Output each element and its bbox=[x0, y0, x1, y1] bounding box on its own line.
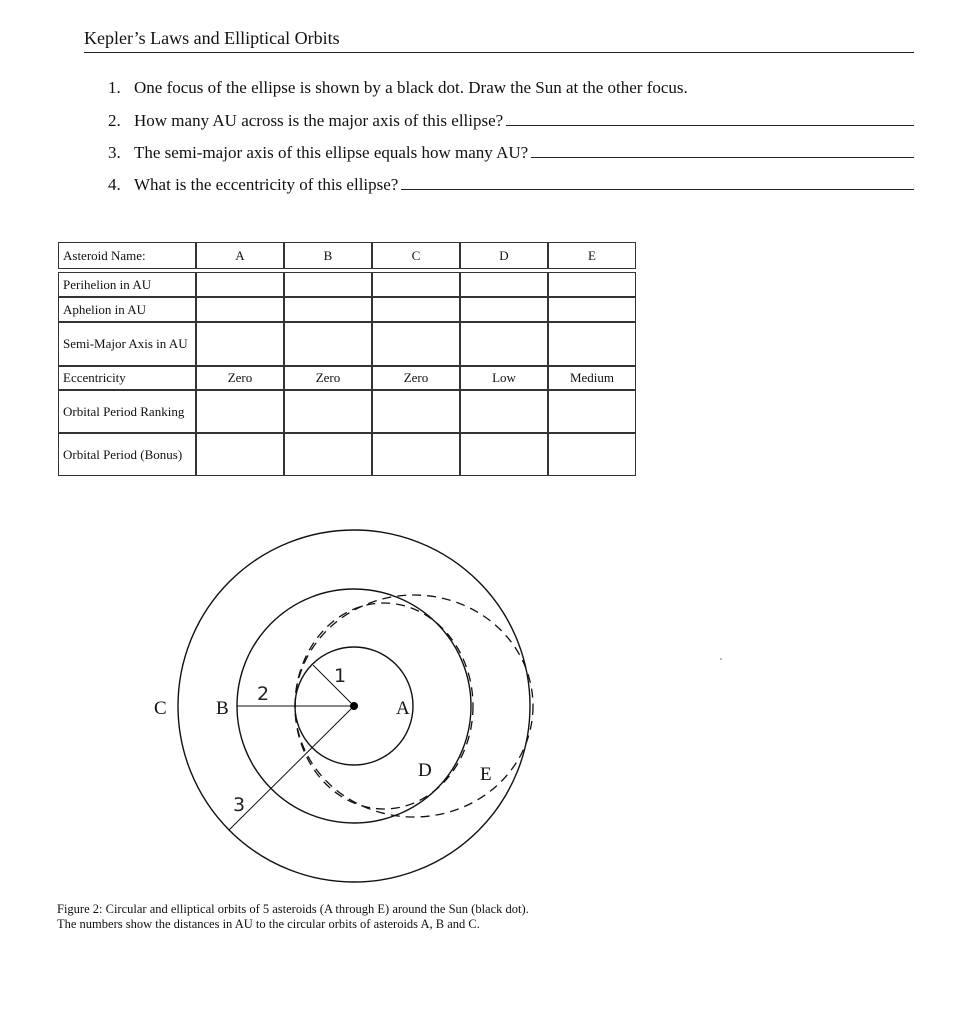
column-header-d: D bbox=[460, 242, 548, 269]
row-label-period-bonus: Orbital Period (Bonus) bbox=[58, 433, 196, 476]
row-label-period-ranking: Orbital Period Ranking bbox=[58, 390, 196, 433]
distance-label-1: 1 bbox=[334, 665, 347, 687]
question-1-text: One focus of the ellipse is shown by a black dot. Draw the Sun at the other focus. bbox=[134, 78, 688, 97]
question-3-text: The semi-major axis of this ellipse equals how many AU? bbox=[134, 143, 529, 162]
table-cell: Medium bbox=[548, 366, 636, 390]
figure-caption bbox=[57, 902, 529, 932]
row-label-semi-major-axis: Semi-Major Axis in AU bbox=[58, 322, 196, 366]
question-3-number: 3. bbox=[108, 143, 121, 162]
table-cell: Zero bbox=[372, 366, 460, 390]
caption-line-1: Figure 2: Circular and elliptical orbits of 5 asteroids (A through E) around the Sun (black dot). bbox=[57, 902, 529, 916]
label-b: B bbox=[216, 698, 229, 719]
label-e: E bbox=[480, 764, 492, 785]
distance-label-3: 3 bbox=[233, 794, 246, 816]
sun-dot bbox=[350, 702, 358, 710]
question-4-number: 4. bbox=[108, 175, 121, 194]
header-label-cell: Asteroid Name: bbox=[58, 242, 196, 269]
row-label-perihelion: Perihelion in AU bbox=[58, 272, 196, 297]
question-4-text: What is the eccentricity of this ellipse? bbox=[134, 175, 399, 194]
distance-label-2: 2 bbox=[257, 683, 270, 705]
label-a: A bbox=[396, 698, 410, 719]
table-cell: Zero bbox=[284, 366, 372, 390]
row-label-aphelion: Aphelion in AU bbox=[58, 297, 196, 322]
column-header-c: C bbox=[372, 242, 460, 269]
column-header-b: B bbox=[284, 242, 372, 269]
caption-line-2: The numbers show the distances in AU to the circular orbits of asteroids A, B and C. bbox=[57, 917, 480, 931]
worksheet-title: Kepler’s Laws and Elliptical Orbits bbox=[84, 28, 340, 48]
column-header-a: A bbox=[196, 242, 284, 269]
table-cell: Zero bbox=[196, 366, 284, 390]
stray-mark bbox=[720, 658, 722, 660]
label-d: D bbox=[418, 760, 432, 781]
radius-line-3 bbox=[229, 706, 354, 830]
question-2-number: 2. bbox=[108, 111, 121, 130]
row-label-eccentricity: Eccentricity bbox=[58, 366, 196, 390]
question-1-number: 1. bbox=[108, 78, 121, 97]
table-cell: Low bbox=[460, 366, 548, 390]
label-c: C bbox=[154, 698, 167, 719]
question-2-text: How many AU across is the major axis of this ellipse? bbox=[134, 111, 504, 130]
column-header-e: E bbox=[548, 242, 636, 269]
